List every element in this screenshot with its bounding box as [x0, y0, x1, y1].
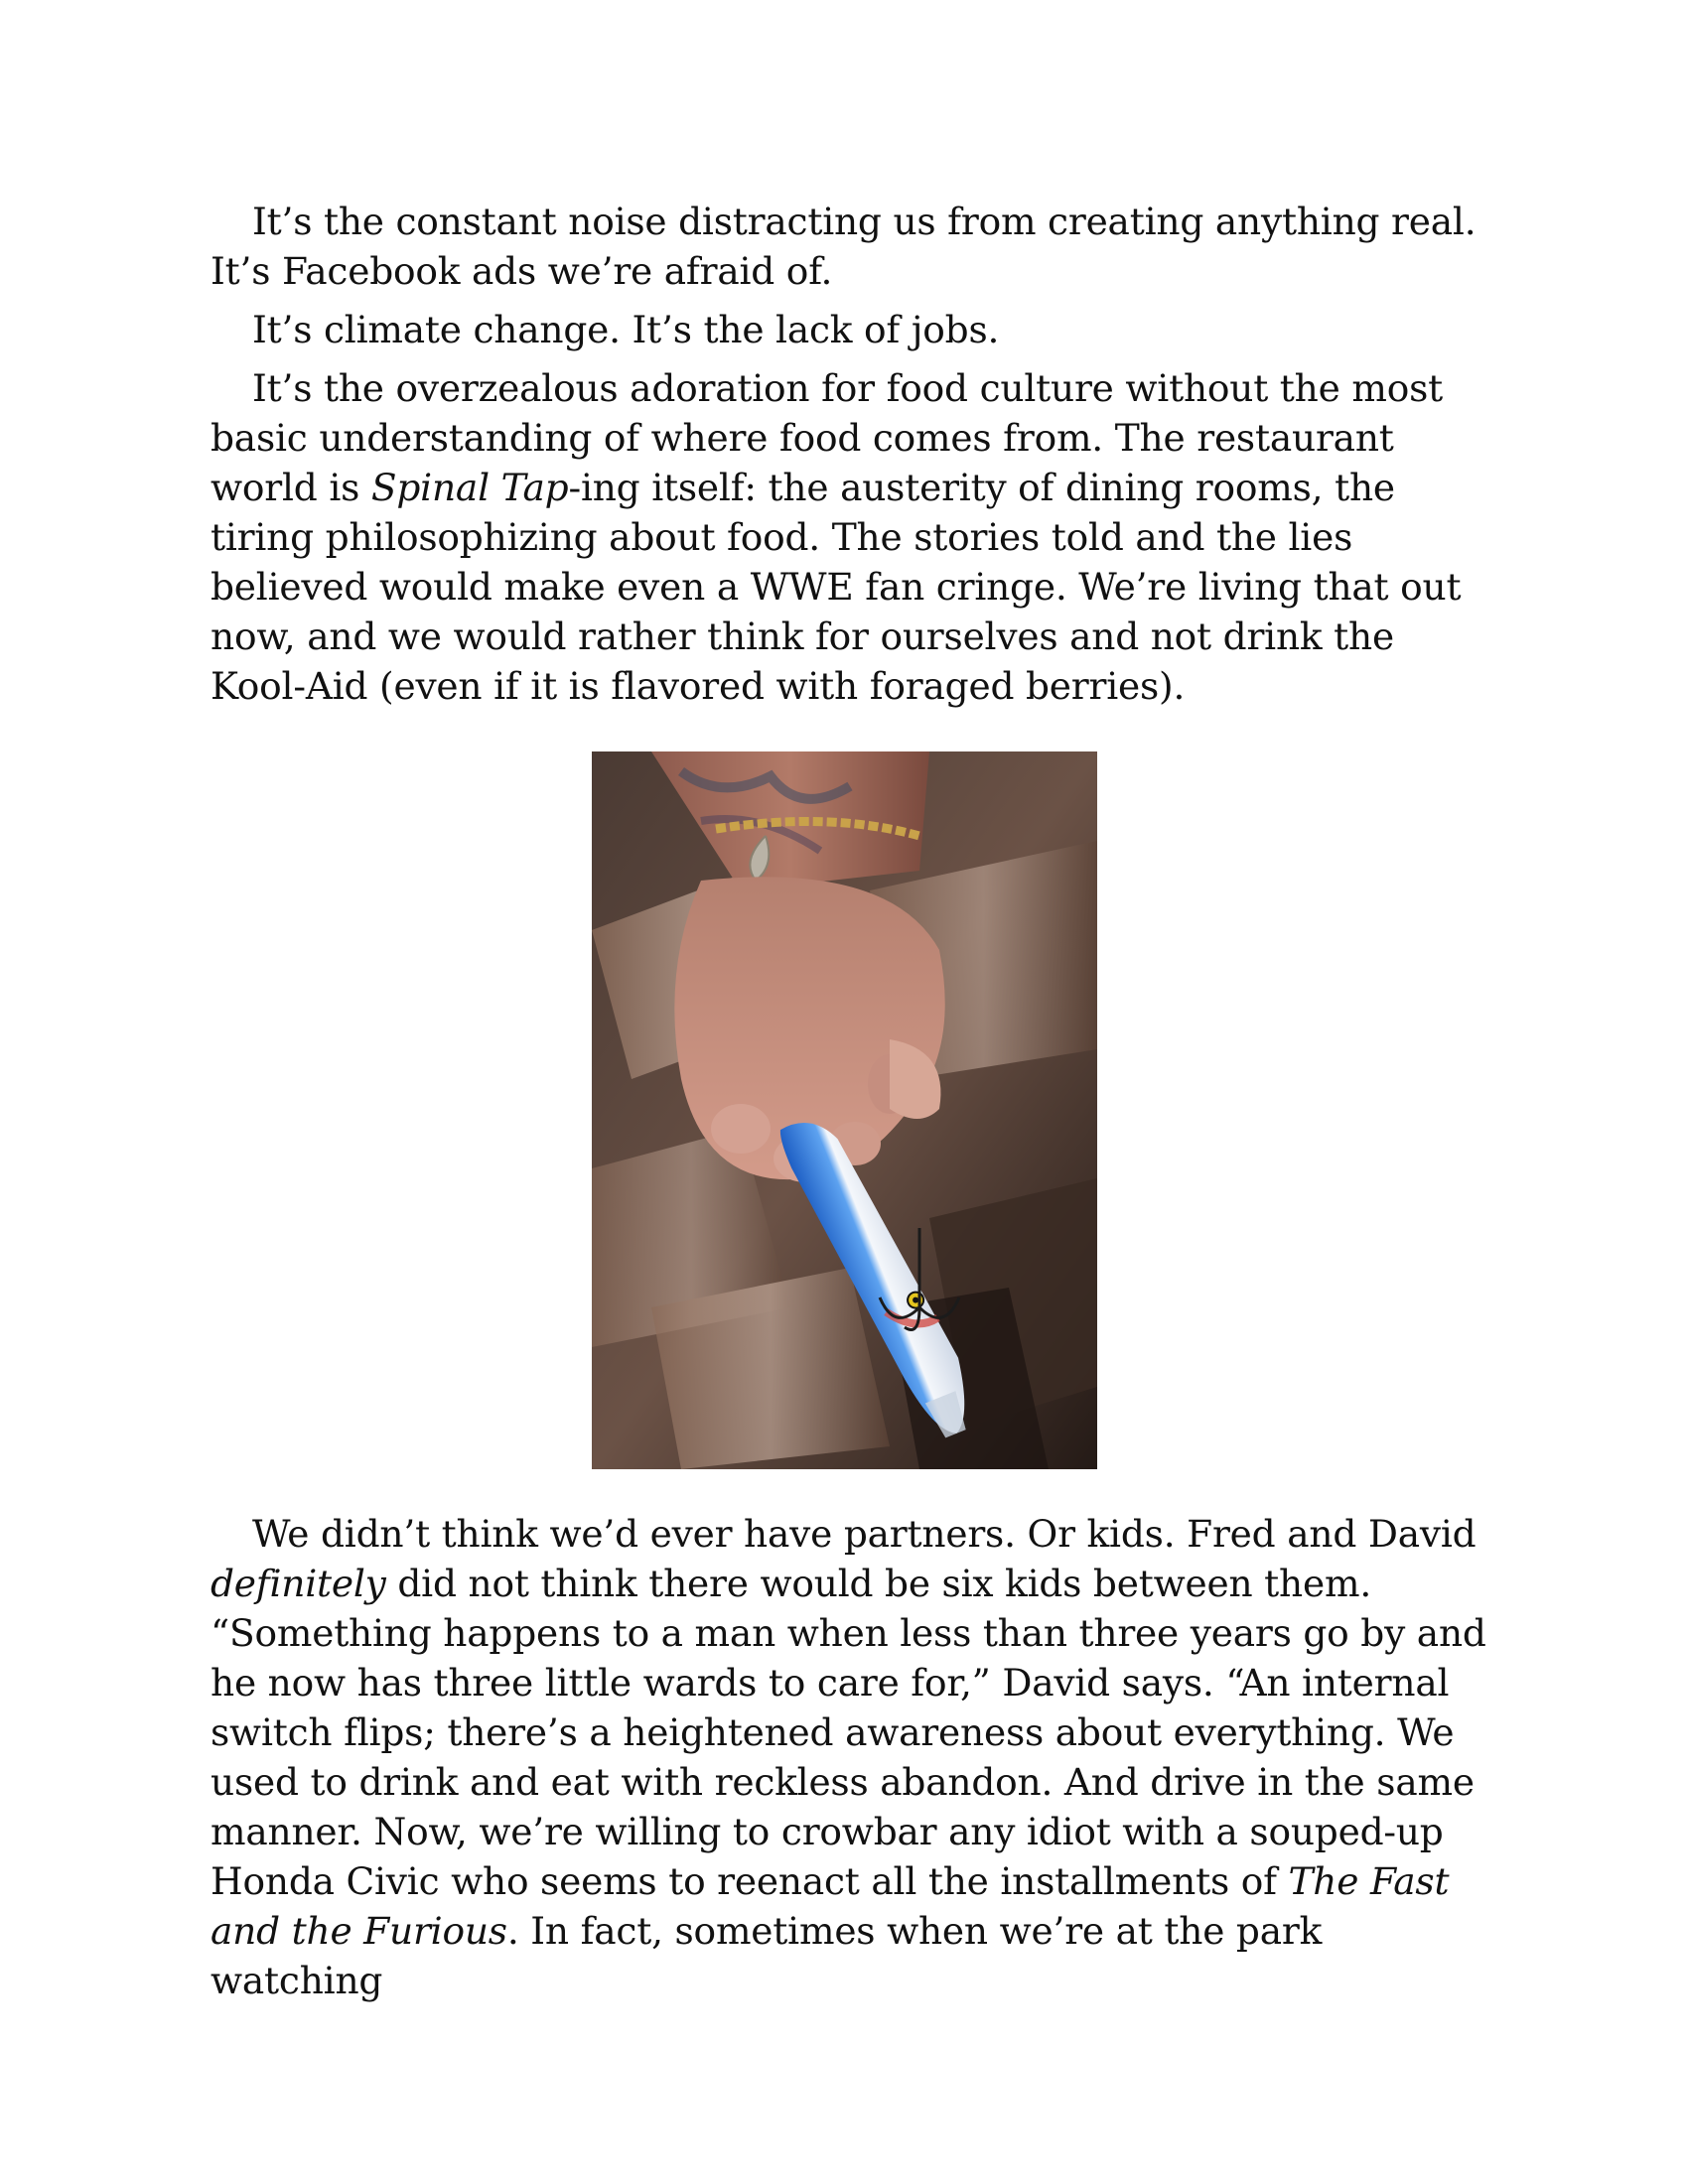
photo-hand-with-fishing-lure [592, 751, 1097, 1469]
italic-text: The Fast and the Furious [211, 1859, 1450, 1953]
text-run: did not think there would be six kids between them. “Something happens to a man when less than three years go by and he now has three little wards to care for,” David says. “An internal switch flips; there’s a heightened awareness about everything. We used to drink and eat with reckless abandon. And drive in the same manner. Now, we’re willing to crowbar any idiot with a souped-up Honda Civic who seems to reenact all the installments of [211, 1562, 1486, 1903]
text-run: It’s the overzealous adoration for food culture without the most basic understanding of where food comes from. The restaurant world is [211, 366, 1443, 509]
paragraph [211, 1509, 1491, 2005]
text-run: . In fact, sometimes when we’re at the park watching [211, 1909, 1323, 2002]
italic-text: Spinal Tap [370, 466, 569, 509]
text-run: We didn’t think we’d ever have partners. Or kids. Fred and David [252, 1512, 1477, 1556]
text-block-bottom [211, 1509, 1491, 2014]
paragraph [211, 197, 1491, 296]
paragraph [211, 305, 1491, 354]
paragraph [211, 363, 1491, 711]
text-run: -ing itself: the austerity of dining rooms, the tiring philosophizing about food. The stories told and the lies believed would make even a WWE fan cringe. We’re living that out now, and we would rather think for ourselves and not drink the Kool-Aid (even if it is flavored with foraged berries). [211, 466, 1462, 708]
text-block-top [211, 197, 1491, 720]
italic-text: definitely [211, 1562, 386, 1605]
photo-illustration [592, 751, 1097, 1469]
text-run: It’s climate change. It’s the lack of jobs. [252, 308, 1000, 351]
text-run: It’s the constant noise distracting us from creating anything real. It’s Facebook ads we’re afraid of. [211, 200, 1477, 293]
